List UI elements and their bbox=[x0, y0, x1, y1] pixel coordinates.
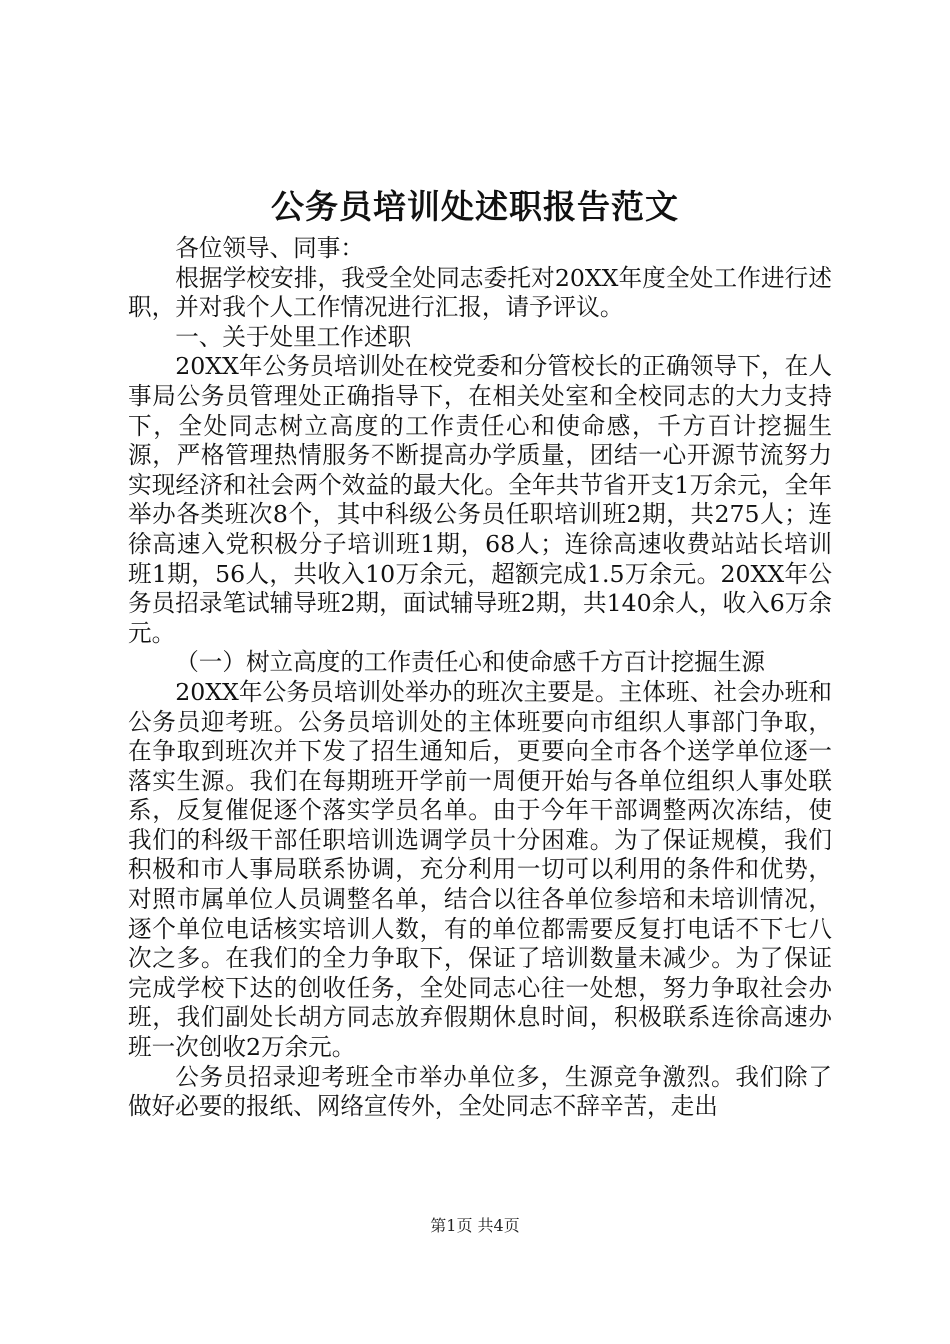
exam-class-paragraph: 公务员招录迎考班全市举办单位多，生源竞争激烈。我们除了做好必要的报纸、网络宣传外，全处同志不辞辛苦，走出 bbox=[128, 1062, 832, 1121]
summary-paragraph: 20XX年公务员培训处在校党委和分管校长的正确领导下，在人事局公务员管理处正确指导下，在相关处室和全校同志的大力支持下，全处同志树立高度的工作责任心和使命感，千方百计挖掘生源，严格管理热情服务不断提高办学质量，团结一心开源节流努力实现经济和社会两个效益的最大化。全年共节省开支1万余元，全年举办各类班次8个，其中科级公务员任职培训班2期，共275人；连徐高速入党积极分子培训班1期，68人；连徐高速收费站站长培训班1期，56人，共收入10万余元，超额完成1.5万余元。20XX年公务员招录笔试辅导班2期，面试辅导班2期，共140余人，收入6万余元。 bbox=[128, 352, 832, 647]
intro-paragraph: 根据学校安排，我受全处同志委托对20XX年度全处工作进行述职，并对我个人工作情况进行汇报，请予评议。 bbox=[128, 263, 832, 322]
document-title: 公务员培训处述职报告范文 bbox=[271, 187, 679, 226]
page-footer: 第1页 共4页 bbox=[430, 1216, 520, 1235]
section-heading-1: 一、关于处里工作述职 bbox=[175, 322, 412, 351]
document-body bbox=[128, 234, 832, 1122]
salutation-paragraph: 各位领导、同事： bbox=[175, 234, 364, 262]
subsection-heading-1: （一）树立高度的工作责任心和使命感千方百计挖掘生源 bbox=[175, 648, 766, 677]
enrollment-paragraph: 20XX年公务员培训处举办的班次主要是。主体班、社会办班和公务员迎考班。公务员培训处的主体班要向市组织人事部门争取，在争取到班次并下发了招生通知后，更要向全市各个送学单位逐一落实生源。我们在每期班开学前一周便开始与各单位组织人事处联系，反复催促逐个落实学员名单。由于今年干部调整两次冻结，使我们的科级干部任职培训选调学员十分困难。为了保证规模，我们积极和市人事局联系协调，充分利用一切可以利用的条件和优势，对照市属单位人员调整名单，结合以往各单位参培和未培训情况，逐个单位电话核实培训人数，有的单位都需要反复打电话不下七八次之多。在我们的全力争取下，保证了培训数量未减少。为了保证完成学校下达的创收任务，全处同志心往一处想，努力争取社会办班，我们副处长胡方同志放弃假期休息时间，积极联系连徐高速办班一次创收2万余元。 bbox=[128, 677, 832, 1062]
